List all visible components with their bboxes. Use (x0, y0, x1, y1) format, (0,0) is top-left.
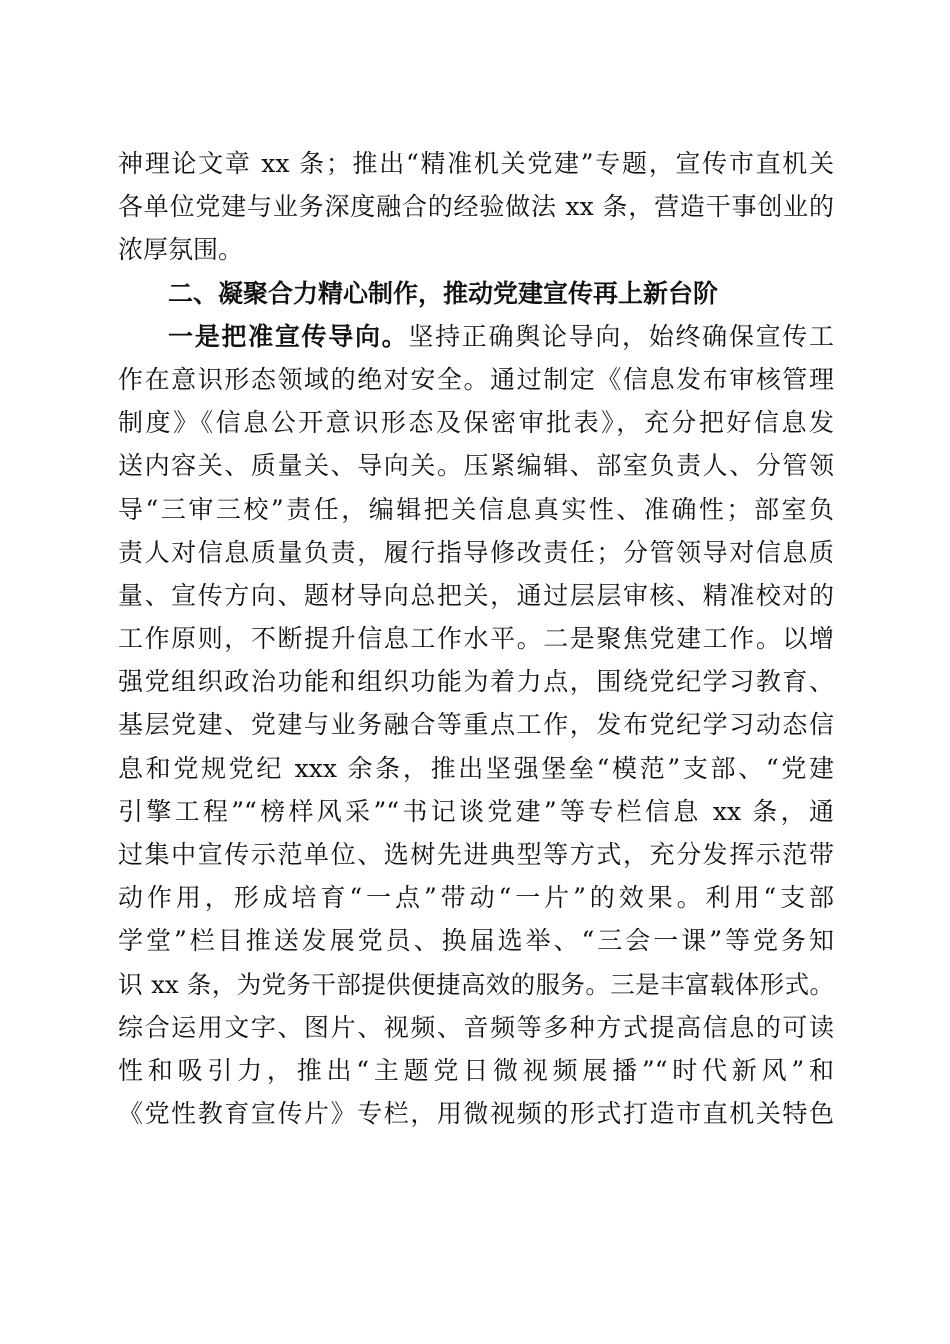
document-body (118, 142, 834, 1135)
text-line: 过集中宣传示范单位、选树先进典型等方式，充分发挥示范带 (118, 840, 834, 869)
text-line: 引擎工程”“榜样风采”“书记谈党建”等专栏信息 xx 条，通 (118, 796, 834, 826)
text-line: 综合运用文字、图片、视频、音频等多种方式提高信息的可读 (118, 1012, 834, 1042)
text-line: 量、宣传方向、题材导向总把关，通过层层审核、精准校对的 (118, 580, 834, 610)
text-line: 性和吸引力，推出“主题党日微视频展播”“时代新风”和 (118, 1055, 834, 1085)
text-line: 神理论文章 xx 条；推出“精准机关党建”专题，宣传市直机关 (118, 149, 834, 178)
text-line: 各单位党建与业务深度融合的经验做法 xx 条，营造干事创业的 (118, 192, 834, 222)
continued-paragraph (118, 142, 834, 272)
text-line: 工作原则，不断提升信息工作水平。二是聚焦党建工作。以增 (118, 624, 834, 654)
paragraph-first-line (118, 315, 834, 358)
paragraph-first-line-rest: 坚持正确舆论导向，始终确保宣传工 (408, 321, 834, 351)
text-line: 动作用，形成培育“一点”带动“一片”的效果。利用“支部 (118, 883, 834, 913)
text-line: 强党组织政治功能和组织功能为着力点，围绕党纪学习教育、 (118, 667, 834, 697)
text-line: 送内容关、质量关、导向关。压紧编辑、部室负责人、分管领 (118, 451, 834, 481)
main-paragraph (118, 315, 834, 1136)
text-line: 导“三审三校”责任，编辑把关信息真实性、准确性；部室负 (118, 494, 834, 524)
text-line: 息和党规党纪 xxx 余条，推出坚强堡垒“模范”支部、“党建 (118, 753, 834, 783)
text-line: 学堂”栏目推送发展党员、换届选举、“三会一课”等党务知 (118, 926, 834, 956)
text-line: 基层党建、党建与业务融合等重点工作，发布党纪学习动态信 (118, 710, 834, 740)
text-line: 浓厚氛围。 (118, 235, 244, 265)
paragraph-lead: 一是把准宣传导向。 (168, 321, 409, 351)
text-line: 责人对信息质量负责，履行指导修改责任；分管领导对信息质 (118, 537, 834, 567)
text-line: 《党性教育宣传片》专栏，用微视频的形式打造市直机关特色 (118, 1099, 834, 1129)
text-line: 识 xx 条，为党务干部提供便捷高效的服务。三是丰富载体形式。 (118, 969, 834, 999)
text-line: 作在意识形态领域的绝对安全。通过制定《信息发布审核管理 (118, 364, 834, 394)
section-heading: 二、凝聚合力精心制作，推动党建宣传再上新台阶 (168, 278, 719, 308)
text-line: 制度》《信息公开意识形态及保密审批表》，充分把好信息发 (118, 408, 834, 438)
